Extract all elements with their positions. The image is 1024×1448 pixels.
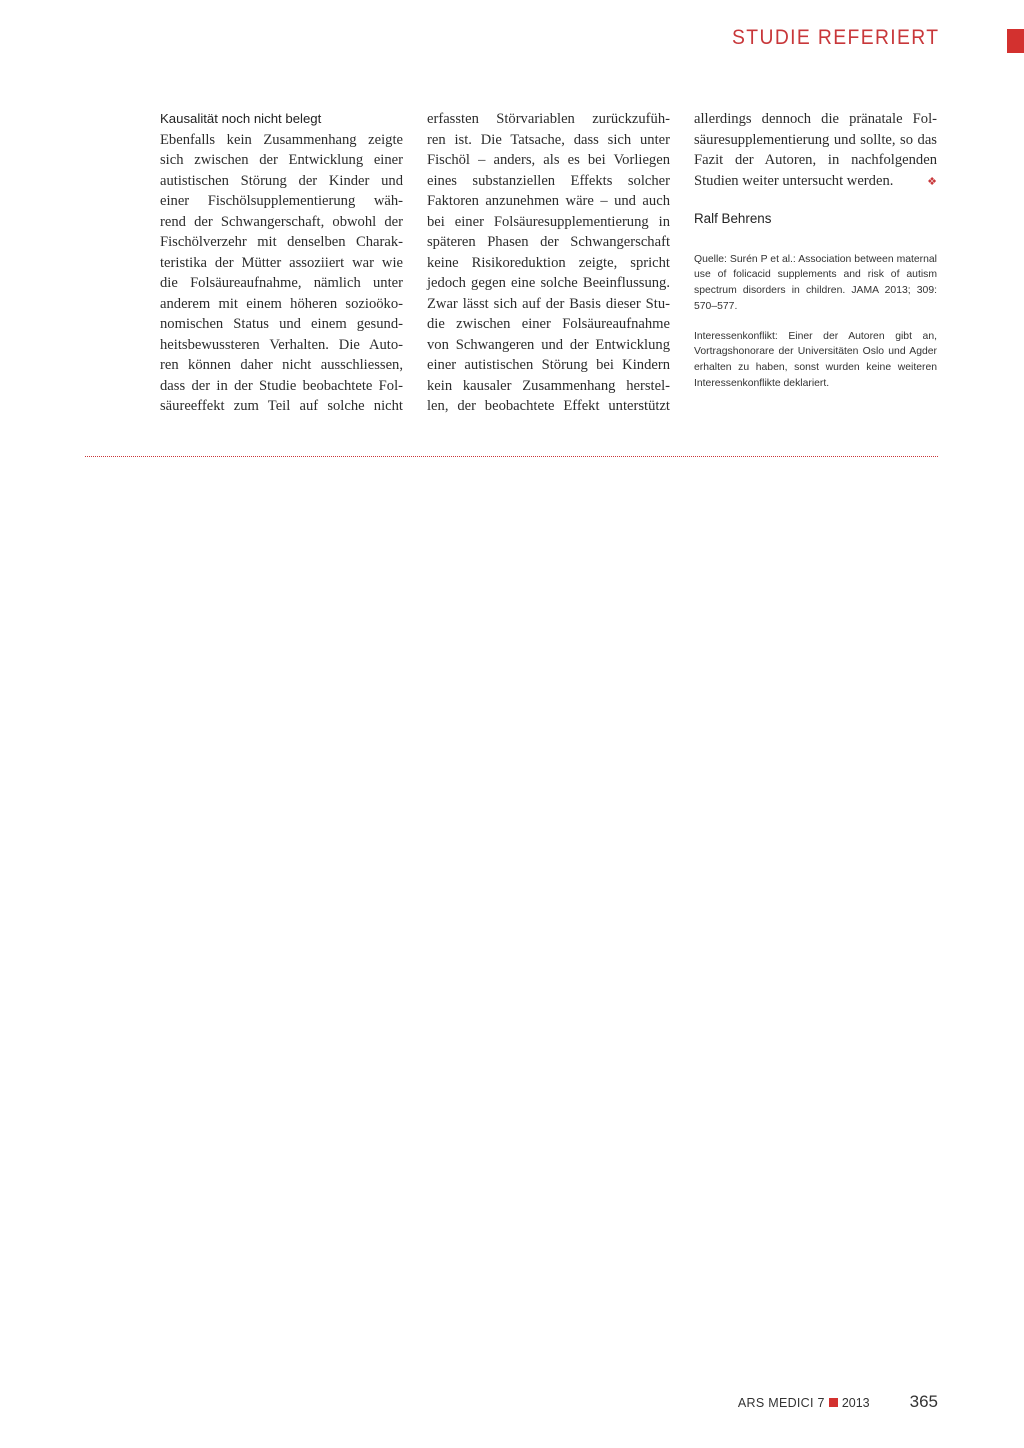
text-line: rend der Schwangerschaft, obwohl der bbox=[160, 213, 403, 230]
text-line: einer autistischen Störung bei Kindern bbox=[427, 357, 670, 373]
text-line: Fischölverzehr mit denselben Charak- bbox=[160, 234, 403, 250]
end-of-article-icon: ❖ bbox=[927, 175, 937, 188]
column-3-text bbox=[694, 109, 937, 191]
text-line: anderem mit einem höheren sozioöko- bbox=[160, 295, 403, 312]
page-footer bbox=[738, 1392, 938, 1412]
text-line: sich zwischen der Entwicklung einer bbox=[160, 152, 403, 168]
journal-year: 2013 bbox=[841, 1396, 870, 1410]
text-line: eines substanziellen Effekts solcher bbox=[427, 172, 670, 189]
text-line: Ebenfalls kein Zusammenhang zeigte bbox=[160, 131, 403, 148]
section-label: STUDIE REFERIERT bbox=[731, 26, 939, 49]
text-line: heitsbewussteren Verhalten. Die Auto- bbox=[160, 336, 403, 353]
text-line: Faktoren anzunehmen wäre – und auch bbox=[427, 193, 670, 209]
text-line: Fischöl – anders, als es bei Vorliegen bbox=[427, 152, 670, 168]
article-column-2 bbox=[427, 109, 670, 417]
author-name: Ralf Behrens bbox=[694, 211, 772, 226]
text-line: späteren Phasen der Schwangerschaft bbox=[427, 234, 670, 250]
text-line: kein kausaler Zusammenhang herstel- bbox=[427, 377, 670, 394]
text-line: einer Fischölsupplementierung wäh- bbox=[160, 193, 403, 209]
text-line: teristika der Mütter assoziiert war wie bbox=[160, 254, 403, 271]
text-line: allerdings dennoch die pränatale Fol- bbox=[694, 111, 937, 127]
article-column-3 bbox=[694, 109, 937, 392]
footer-square-icon bbox=[829, 1398, 838, 1407]
text-line: bei einer Folsäuresupplementierung in bbox=[427, 213, 670, 230]
article-column-1 bbox=[160, 109, 403, 417]
source-note: Quelle: Surén P et al.: Association between maternal use of folicacid supplements and risk of autism spectrum disorders in children. JAMA 2013; 309: 570–577. bbox=[694, 253, 937, 312]
text-line: autistischen Störung der Kinder und bbox=[160, 172, 403, 189]
text-line: erfassten Störvariablen zurückzufüh- bbox=[427, 111, 670, 127]
column-1-text bbox=[160, 130, 403, 417]
text-line: nomischen Status und einem gesund- bbox=[160, 316, 403, 332]
column-2-text bbox=[427, 109, 670, 417]
text-line: jedoch gegen eine solche Beeinflussung. bbox=[427, 275, 670, 291]
text-line: keine Risikoreduktion zeigte, spricht bbox=[427, 254, 670, 271]
text-line: säureeffekt zum Teil auf solche nicht bbox=[160, 398, 403, 414]
text-line: Fazit der Autoren, in nachfolgenden bbox=[694, 152, 937, 168]
text-line: ren ist. Die Tatsache, dass sich unter bbox=[427, 131, 670, 148]
page-number: 365 bbox=[909, 1392, 938, 1411]
text-line: Zwar lässt sich auf der Basis dieser Stu- bbox=[427, 295, 670, 312]
text-line: dass der in der Studie beobachtete Fol- bbox=[160, 377, 403, 394]
section-marker bbox=[1007, 29, 1024, 53]
text-line: säuresupplementierung und sollte, so das bbox=[694, 131, 937, 148]
text-line: die Folsäureaufnahme, nämlich unter bbox=[160, 275, 403, 291]
text-line: die zwischen einer Folsäureaufnahme bbox=[427, 316, 670, 332]
section-divider bbox=[85, 456, 938, 457]
text-line: von Schwangeren und der Entwicklung bbox=[427, 336, 670, 353]
journal-name: ARS MEDICI 7 bbox=[737, 1396, 825, 1410]
text-line: Studien weiter untersucht werden. ❖ bbox=[694, 171, 937, 192]
subheading: Kausalität noch nicht belegt bbox=[160, 111, 322, 126]
conflict-note: Interessenkonflikt: Einer der Autoren gibt an, Vortragshonorare der Universitäten Oslo und Agder erhalten zu haben, sonst wurden keine weiteren Interessenkonflikte deklariert. bbox=[694, 330, 937, 390]
text-line: len, der beobachtete Effekt unterstützt bbox=[427, 398, 670, 414]
text-line: ren können daher nicht ausschliessen, bbox=[160, 357, 403, 373]
